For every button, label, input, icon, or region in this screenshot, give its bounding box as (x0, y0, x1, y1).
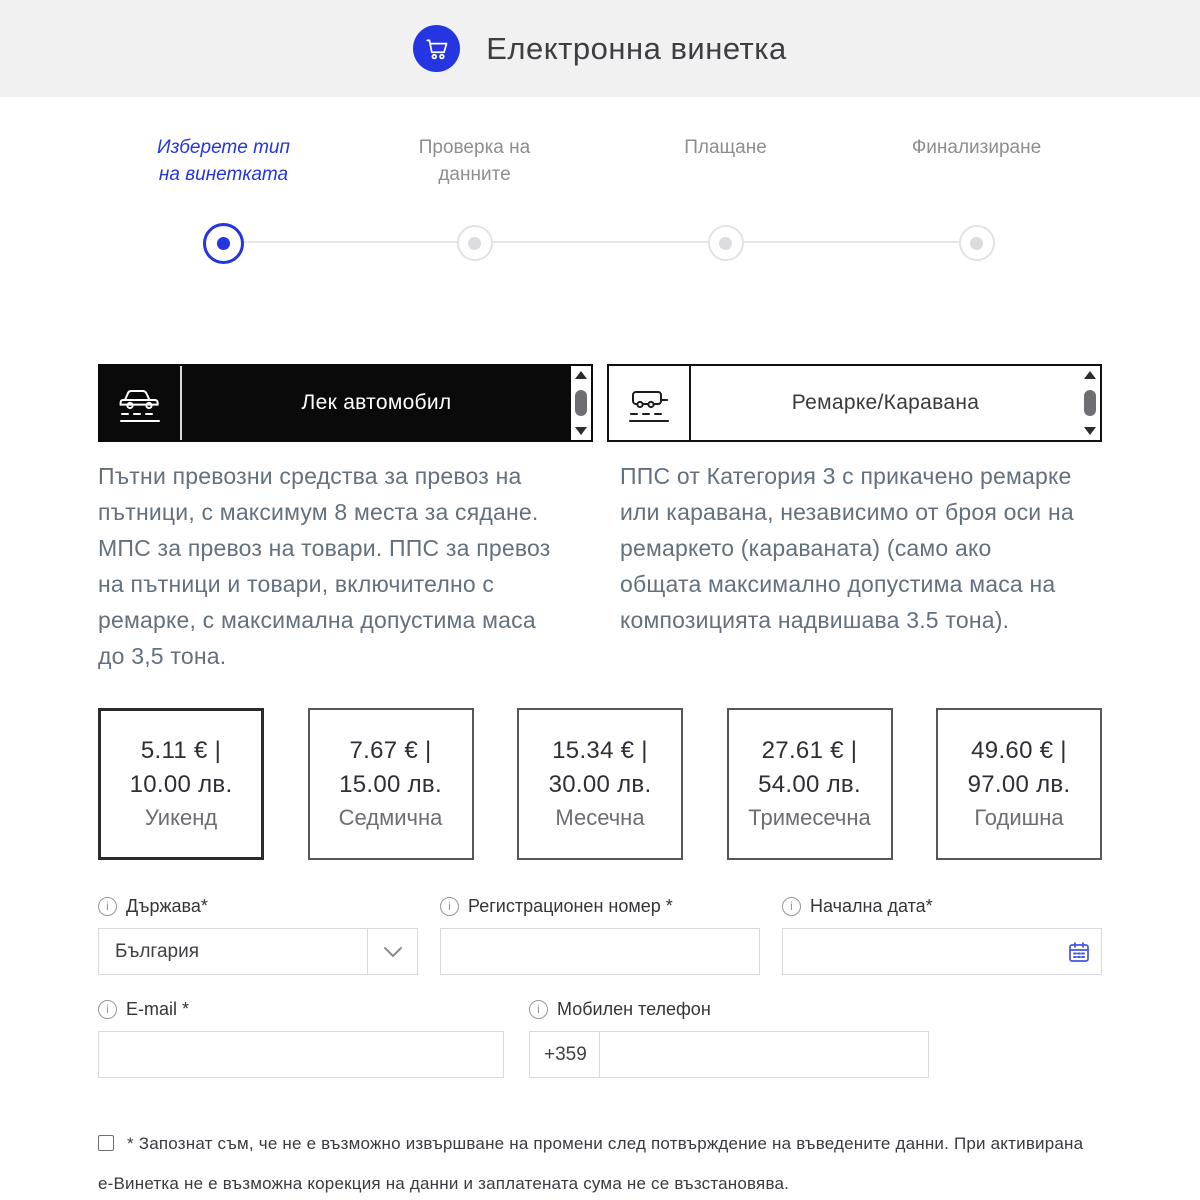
country-select[interactable] (98, 928, 418, 975)
phone-label: i Мобилен телефон (529, 999, 929, 1020)
car-icon (100, 366, 180, 440)
terms-text: * Запознат съм, че не е възможно извършване на промени след потвърждение на въведените данни. При активирана е-Винетка не е възможна корекция на данни и заплатената сума не се възстановява. (98, 1134, 1084, 1193)
page-header (0, 0, 1200, 97)
step-dot-1[interactable] (98, 208, 349, 278)
step-dot-2[interactable] (349, 208, 600, 278)
info-icon[interactable]: i (440, 897, 459, 916)
car-description: Пътни превозни средства за превоз на пътници, с максимум 8 места за сядане. МПС за превоз на товари. ППС за превоз на пътници и товари, включително с ремарке, с максимална допустима маса до 3,5 тона. (98, 463, 551, 669)
price-options (98, 708, 1102, 860)
info-icon[interactable]: i (782, 897, 801, 916)
email-label: i E-mail * (98, 999, 504, 1020)
vehicle-type-car[interactable] (98, 364, 593, 442)
country-label: i Държава* (98, 896, 418, 917)
scroll-down-icon[interactable] (1084, 427, 1096, 435)
scroll-thumb[interactable] (575, 390, 587, 416)
step-label-choose-type[interactable]: Изберете тип на винетката (157, 137, 290, 185)
start-date-input[interactable] (783, 929, 1056, 974)
price-card-weekly[interactable]: 7.67 € | 15.00 лв. Седмична (308, 708, 474, 860)
info-icon[interactable]: i (98, 1000, 117, 1019)
step-label-finalize[interactable]: Финализиране (911, 137, 1042, 158)
price-card-yearly[interactable]: 49.60 € | 97.00 лв. Годишна (936, 708, 1102, 860)
vehicle-type-trailer[interactable] (607, 364, 1102, 442)
scroll-thumb[interactable] (1084, 390, 1096, 416)
vehicle-type-label: Ремарке/Каравана (791, 391, 980, 414)
vehicle-car-scrollbar[interactable] (571, 366, 591, 440)
price-card-quarterly[interactable]: 27.61 € | 54.00 лв. Тримесечна (727, 708, 893, 860)
phone-input[interactable] (600, 1032, 928, 1077)
trailer-icon (609, 366, 689, 440)
reg-number-input[interactable] (441, 929, 759, 974)
scroll-down-icon[interactable] (575, 427, 587, 435)
start-date-field[interactable] (782, 928, 1102, 975)
country-value: България (115, 940, 199, 962)
email-field[interactable] (99, 1032, 503, 1077)
scroll-up-icon[interactable] (575, 371, 587, 379)
info-icon[interactable]: i (98, 897, 117, 916)
price-card-weekend[interactable]: 5.11 € | 10.00 лв. Уикенд (98, 708, 264, 860)
info-icon[interactable]: i (529, 1000, 548, 1019)
page-title: Електронна винетка (486, 30, 787, 66)
step-labels (98, 134, 1102, 188)
chevron-down-icon[interactable] (367, 929, 417, 974)
phone-field[interactable] (529, 1031, 929, 1078)
reg-number-label: i Регистрационен номер * (440, 896, 760, 917)
scroll-up-icon[interactable] (1084, 371, 1096, 379)
vehicle-type-label: Лек автомобил (301, 391, 452, 414)
step-label-verify-data[interactable]: Проверка на данните (418, 137, 531, 185)
price-card-monthly[interactable]: 15.34 € | 30.00 лв. Месечна (517, 708, 683, 860)
step-dot-3[interactable] (600, 208, 851, 278)
progress-bar (98, 208, 1102, 278)
start-date-label: i Начална дата* (782, 896, 1102, 917)
trailer-description: ППС от Категория 3 с прикачено ремарке или каравана, независимо от броя оси на ремаркето (караваната) (само ако общата максимално допустима маса на композицията надвишава 3.5 тона). (620, 463, 1074, 633)
phone-prefix: +359 (530, 1032, 600, 1077)
step-dot-4[interactable] (851, 208, 1102, 278)
vehicle-trailer-scrollbar[interactable] (1080, 366, 1100, 440)
calendar-icon[interactable] (1056, 940, 1101, 964)
step-label-payment[interactable]: Плащане (684, 137, 767, 158)
terms-row (98, 1124, 1102, 1200)
cart-icon (413, 25, 460, 72)
terms-checkbox[interactable] (98, 1135, 114, 1151)
